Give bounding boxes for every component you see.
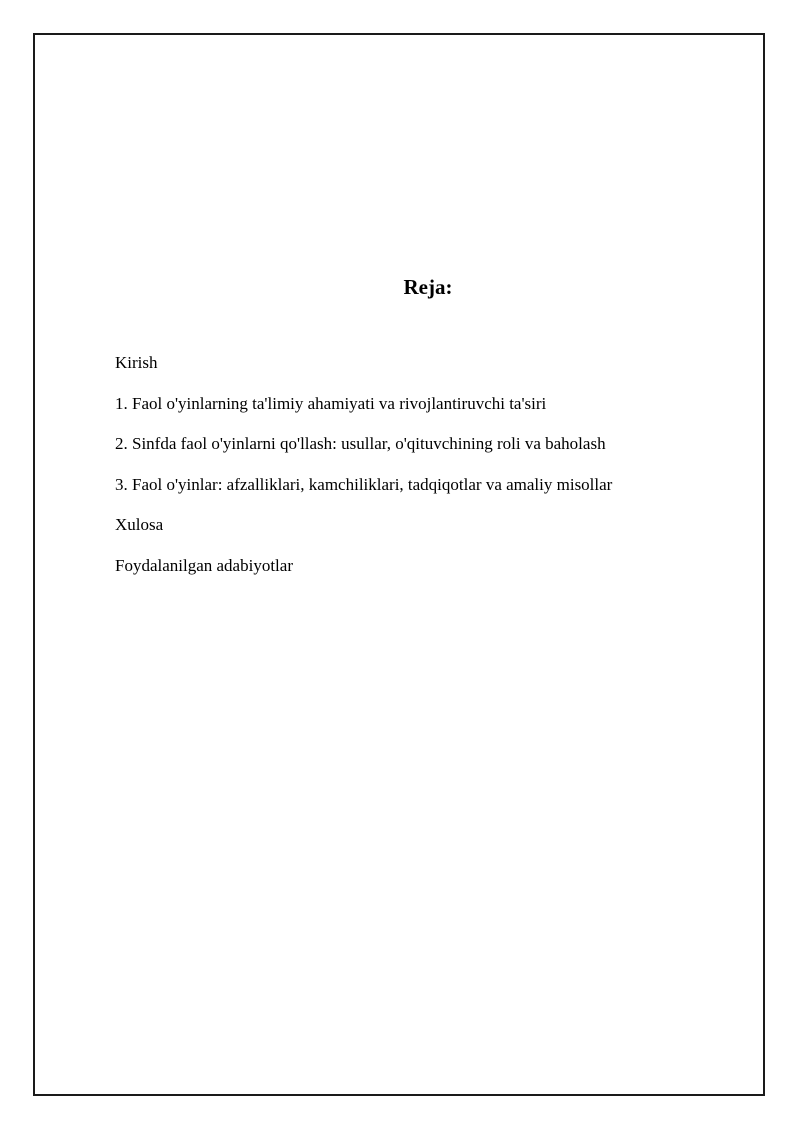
plan-item-3: 3. Faol o'yinlar: afzalliklari, kamchiliklari, tadqiqotlar va amaliy misollar <box>115 474 613 494</box>
plan-item-1: 1. Faol o'yinlarning ta'limiy ahamiyati va rivojlantiruvchi ta'siri <box>115 393 547 413</box>
plan-item-introduction: Kirish <box>115 353 158 372</box>
page-title: Reja: <box>403 275 453 299</box>
plan-item-2: 2. Sinfda faol o'yinlarni qo'llash: usullar, o'qituvchining roli va baholash <box>115 434 606 454</box>
plan-item-conclusion: Xulosa <box>115 515 164 535</box>
plan-list <box>115 351 612 595</box>
plan-item-references: Foydalanilgan adabiyotlar <box>115 555 293 575</box>
